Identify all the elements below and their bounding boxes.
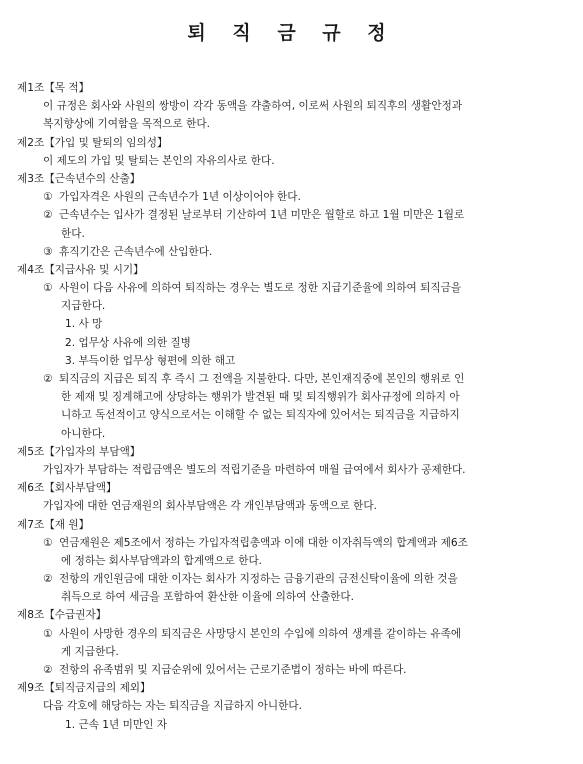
numbered-item <box>17 661 573 679</box>
paragraph-line <box>17 406 573 424</box>
line-text: 가입자에 대한 연금재원의 회사부담액은 각 개인부담액과 동액으로 한다. <box>43 500 377 513</box>
line-text: 제9조【퇴직금지급의 제외】 <box>17 682 151 695</box>
line-text: 이 제도의 가입 및 탈퇴는 본인의 자유의사로 한다. <box>43 154 275 167</box>
item-number: ① <box>43 282 53 295</box>
document-title: 퇴 직 금 규 정 <box>187 22 396 44</box>
line-text: 제2조【가입 및 탈퇴의 임의성】 <box>17 136 168 149</box>
line-text: 니하고 독선적이고 양식으로서는 이해할 수 없는 퇴직자에 있어서는 퇴직금을 지급하지 <box>61 409 460 422</box>
article-heading <box>17 134 573 152</box>
item-number: ① <box>43 536 53 549</box>
paragraph-line <box>17 643 573 661</box>
article-heading <box>17 443 573 461</box>
line-text: 전항의 개인원금에 대한 이자는 회사가 지정하는 금융기관의 금전신탁이율에 의한 것을 <box>59 573 458 586</box>
paragraph-line <box>17 461 573 479</box>
paragraph-line <box>17 97 573 115</box>
line-text: 제6조【회사부담액】 <box>17 482 117 495</box>
numbered-item <box>17 625 573 643</box>
line-text: 1. 근속 1년 미만인 자 <box>65 718 167 731</box>
line-text: 가입자가 부담하는 적립금액은 별도의 적립기준을 마련하여 매월 급여에서 회사가 공제한다. <box>43 463 466 476</box>
article-heading <box>17 79 573 97</box>
numbered-item <box>17 243 573 261</box>
line-text: 휴직기간은 근속년수에 산입한다. <box>59 245 213 258</box>
sub-item <box>17 716 573 734</box>
line-text: 지급한다. <box>61 300 106 313</box>
paragraph-line <box>17 497 573 515</box>
article-heading <box>17 606 573 624</box>
line-text: 3. 부득이한 업무상 형편에 의한 해고 <box>65 354 236 367</box>
paragraph-line <box>17 588 573 606</box>
paragraph-line <box>17 152 573 170</box>
article-heading <box>17 261 573 279</box>
sub-item <box>17 315 573 333</box>
line-text: 가입자격은 사원의 근속년수가 1년 이상이어야 한다. <box>59 191 301 204</box>
item-number: ③ <box>43 245 53 258</box>
numbered-item <box>17 534 573 552</box>
line-text: 근속년수는 입사가 결정된 날로부터 기산하여 1년 미만은 월할로 하고 1월 미만은 1월로 <box>59 209 465 222</box>
document-body <box>17 79 573 734</box>
article-heading <box>17 679 573 697</box>
paragraph-line <box>17 115 573 133</box>
line-text: 2. 업무상 사유에 의한 질병 <box>65 336 191 349</box>
article-heading <box>17 479 573 497</box>
line-text: 제3조【근속년수의 산출】 <box>17 172 141 185</box>
line-text: 퇴직금의 지급은 퇴직 후 즉시 그 전액을 지불한다. 다만, 본인재직중에 본인의 행위로 인 <box>59 373 465 385</box>
line-text: 사원이 사망한 경우의 퇴직금은 사망당시 본인의 수입에 의하여 생계를 같이하는 유족에 <box>59 627 462 640</box>
line-text: 제8조【수급권자】 <box>17 609 107 622</box>
line-text: 사원이 다음 사유에 의하여 퇴직하는 경우는 별도로 정한 지급기준율에 의하여 퇴직금을 <box>59 282 462 295</box>
line-text: 제5조【가입자의 부담액】 <box>17 445 141 458</box>
numbered-item <box>17 279 573 297</box>
line-text: 제4조【지급사유 및 시기】 <box>17 263 144 276</box>
paragraph-line <box>17 225 573 243</box>
paragraph-line <box>17 552 573 570</box>
line-text: 한다. <box>61 227 85 240</box>
numbered-item <box>17 188 573 206</box>
article-heading <box>17 516 573 534</box>
line-text: 전항의 유족범위 및 지급순위에 있어서는 근로기준법이 정하는 바에 따른다. <box>59 664 407 676</box>
item-number: ② <box>43 209 53 222</box>
numbered-item <box>17 570 573 588</box>
paragraph-line <box>17 297 573 315</box>
line-text: 제1조【목 적】 <box>17 82 90 94</box>
item-number: ② <box>43 573 53 586</box>
paragraph-line <box>17 388 573 406</box>
item-number: ① <box>43 191 53 204</box>
line-text: 1. 사 망 <box>65 318 103 331</box>
item-number: ① <box>43 627 53 640</box>
line-text: 취득으로 하여 세금을 포함하여 환산한 이율에 의하여 산출한다. <box>61 591 355 604</box>
line-text: 한 제재 및 징계해고에 상당하는 행위가 발견된 때 및 퇴직행위가 회사규정에 의하지 아 <box>61 391 460 404</box>
paragraph-line <box>17 425 573 443</box>
item-number: ② <box>43 664 53 676</box>
sub-item <box>17 352 573 370</box>
line-text: 다음 각호에 해당하는 자는 퇴직금을 지급하지 아니한다. <box>43 700 302 713</box>
numbered-item <box>17 206 573 224</box>
line-text: 복지향상에 기여함을 목적으로 한다. <box>43 118 210 131</box>
line-text: 에 정하는 회사부담액과의 합계액으로 한다. <box>61 554 263 567</box>
article-heading <box>17 170 573 188</box>
line-text: 아니한다. <box>61 427 106 440</box>
line-text: 이 규정은 회사와 사원의 쌍방이 각각 동액을 갹출하여, 이로써 사원의 퇴직후의 생활안정과 <box>43 100 463 113</box>
numbered-item <box>17 370 573 388</box>
line-text: 연금재원은 제5조에서 정하는 가입자적립총액과 이에 대한 이자취득액의 합계액과 제6조 <box>59 536 468 549</box>
item-number: ② <box>43 373 53 385</box>
paragraph-line <box>17 697 573 715</box>
line-text: 제7조【재 원】 <box>17 518 90 531</box>
sub-item <box>17 334 573 352</box>
line-text: 게 지급한다. <box>61 645 119 658</box>
